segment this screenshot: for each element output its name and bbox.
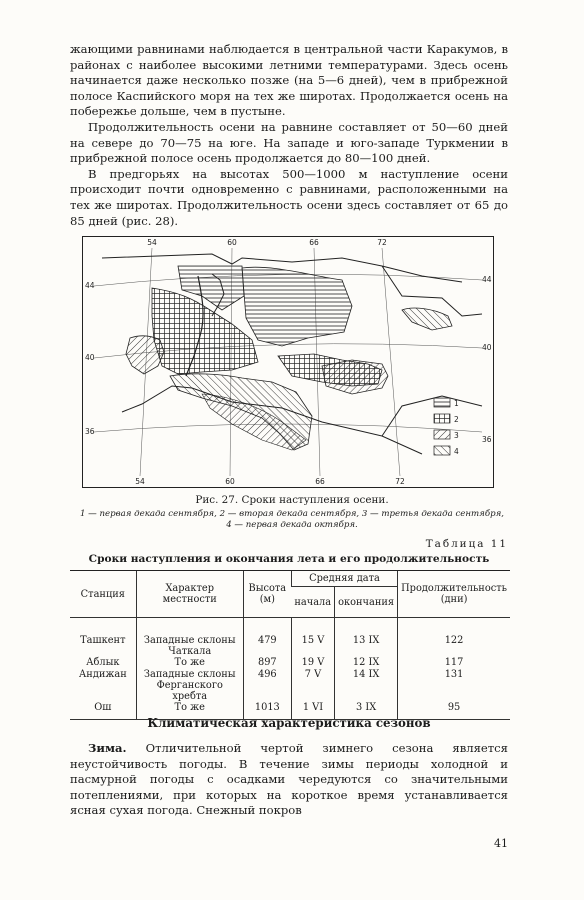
longitude-label-72-bottom: 72	[395, 477, 405, 486]
longitude-label-60-bottom: 60	[225, 477, 235, 486]
header-station: Станция	[70, 571, 136, 618]
cell-altitude: 479	[243, 618, 291, 658]
longitude-label-60-top: 60	[227, 238, 237, 247]
paragraph-2: Продолжительность осени на равнине составляет от 50—60 дней на севере до 70—75 на юге. На западе и юго-западе Туркмении в прибрежной полосе осень продолжается до 80—100 дней.	[70, 119, 508, 166]
table-label: Таблица 11	[425, 538, 508, 550]
cell-end: 14 IX	[335, 669, 398, 703]
cell-terrain: То же	[136, 657, 243, 668]
longitude-label-72-top: 72	[377, 238, 387, 247]
paragraph-1: жающими равнинами наблюдается в центральной части Каракумов, в районах с наиболее высокими летними температурами. Здесь осень начинается даже несколько позже (на 5—6 дней), чем в прибрежной полосе Каспийского моря на тех же широтах. Продолжается осень на побережье дольше, чем в пустыне.	[70, 42, 508, 119]
header-duration: Продолжительность (дни)	[398, 571, 510, 618]
longitude-label-54-top: 54	[147, 238, 157, 247]
legend-label-2: 2	[454, 415, 459, 424]
cell-start: 15 V	[291, 618, 334, 658]
latitude-label-44-right: 44	[482, 275, 492, 284]
table-row	[70, 669, 510, 703]
cell-altitude: 496	[243, 669, 291, 703]
latitude-label-40-left: 40	[85, 353, 95, 362]
summer-dates-table	[70, 570, 510, 720]
cell-end: 13 IX	[335, 618, 398, 658]
latitude-label-40-right: 40	[482, 343, 492, 352]
cell-duration: 117	[398, 657, 510, 668]
cell-start: 1 VI	[291, 702, 334, 720]
latitude-label-44-left: 44	[85, 281, 95, 290]
figure-legend-caption	[60, 509, 524, 530]
legend-label-1: 1	[454, 399, 459, 408]
longitude-label-66-bottom: 66	[315, 477, 325, 486]
cell-start: 7 V	[291, 669, 334, 703]
cell-duration: 95	[398, 702, 510, 720]
latitude-label-36-left: 36	[85, 427, 95, 436]
autumn-onset-map	[82, 236, 494, 488]
legend-label-4: 4	[454, 447, 459, 456]
figure-legend-line-2: 4 — первая декада октября.	[226, 519, 358, 530]
body-text-top	[70, 42, 508, 229]
paragraph-3: В предгорьях на высотах 500—1000 м наступление осени происходит почти одновременно с равнинами, расположенными на тех же широтах. Продолжительность осени здесь составляет от 65 до 85 дней (рис. 28).	[70, 166, 508, 228]
body-text-bottom	[70, 741, 508, 819]
longitude-label-54-bottom: 54	[135, 477, 145, 486]
table-title: Сроки наступления и окончания лета и его продолжительность	[88, 553, 490, 565]
cell-altitude: 1013	[243, 702, 291, 720]
figure-caption: Рис. 27. Сроки наступления осени.	[195, 494, 389, 506]
cell-terrain: То же	[136, 702, 243, 720]
latitude-label-36-right: 36	[482, 435, 492, 444]
cell-terrain: Западные склоны Ферганского хребта	[136, 669, 243, 703]
winter-text: Отличительной чертой зимнего сезона является неустойчивость погоды. В течение зимы периоды холодной и пасмурной погоды с осадками чередуются со значительными потеплениями, при которых на короткое время устанавливается ясная сухая погода. Снежный покров	[70, 741, 508, 818]
section-heading: Климатическая характеристика сезонов	[147, 716, 431, 730]
header-terrain: Характер местности	[136, 571, 243, 618]
table-row	[70, 618, 510, 658]
cell-duration: 122	[398, 618, 510, 658]
cell-station: Аблык	[86, 657, 120, 669]
header-start: начала	[291, 587, 334, 618]
table-row	[70, 657, 510, 668]
header-end: окончания	[335, 587, 398, 618]
longitude-label-66-top: 66	[309, 238, 319, 247]
header-altitude: Высота (м)	[243, 571, 291, 618]
figure-legend-line-1: 1 — первая декада сентября, 2 — вторая декада сентября, 3 — третья декада сентября,	[79, 509, 505, 519]
cell-station: Ош	[70, 702, 136, 720]
cell-station: Андижан	[78, 668, 127, 680]
page-number: 41	[494, 837, 508, 850]
cell-end: 12 IX	[335, 657, 398, 668]
cell-terrain: Западные склоны Чаткала	[136, 618, 243, 658]
header-mean-date: Средняя дата	[291, 571, 397, 587]
winter-paragraph	[70, 741, 508, 819]
table-header-row	[70, 571, 510, 587]
cell-station: Ташкент	[80, 635, 126, 646]
cell-altitude: 897	[243, 657, 291, 668]
cell-duration: 131	[398, 669, 510, 703]
legend-label-3: 3	[454, 431, 459, 440]
cell-start: 19 V	[291, 657, 334, 668]
cell-end: 3 IX	[335, 702, 398, 720]
winter-lead: Зима.	[88, 741, 127, 755]
